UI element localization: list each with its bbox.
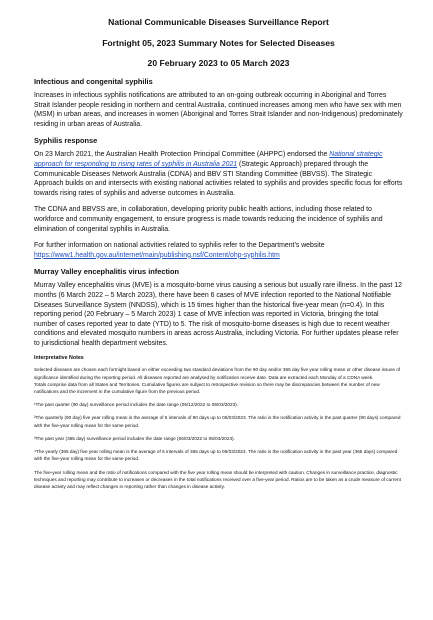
- note-rolling-mean-caution: The five-year rolling mean and the ratio of notifications compared with the five year rolling mean should be interpreted with caution. Changes in surveillance practice, diagnostic techniques and reporting may contribute to increases or decreases in the total notifications received over a five-year period. Ratios are to be taken as a crude measure of current disease activity and may reflect changes in reporting rather than changes in disease activity.: [34, 469, 401, 489]
- report-subtitle: Fortnight 05, 2023 Summary Notes for Selected Diseases: [102, 38, 335, 48]
- heading-congenital-syphilis: Infectious and congenital syphilis: [34, 77, 153, 86]
- note-past-quarter: ¹The past quarter (90 day) surveillance period includes the date range (05/12/2022 to 05/03/2023).: [34, 402, 239, 408]
- note-quarterly-mean: ²The quarterly (90 day) five year rolling mean is the average of 5 intervals of 90 days up to 05/03/2023. The ratio is the notification activity in the past quarter (90 days) compared with the five-year rolling mean for the same period.: [34, 415, 401, 428]
- para-congenital-syphilis: Increases in infectious syphilis notifications are attributed to an on-going outbreak occurring in Aboriginal and Torres Strait Islander people residing in northern and central Australia, continued increases among men who have sex with men (MSM) in urban areas, and increases in women (Aboriginal and Torres Strait Islander and non-Indigenous) predominately residing in urban areas of Australia.: [34, 92, 403, 128]
- note-totals: Totals comprise data from all States and Territories. Cumulative figures are subject to retrospective revision so there may be discrepancies between the number of new notifications and the increment in the cumulative figure from the previous period.: [34, 381, 380, 395]
- report-title: National Communicable Diseases Surveillance Report: [108, 17, 329, 27]
- heading-syphilis-response: Syphilis response: [34, 136, 98, 146]
- para-syphilis-response-1: [34, 150, 403, 198]
- strategic-approach-link[interactable]: National strategic approach for responding to rising rates of syphilis in Australia 2021: [34, 151, 383, 168]
- para-text-before-link: On 23 March 2021, the Australian Health Protection Principal Committee (AHPPC) endorsed the: [34, 151, 330, 159]
- note-selection: Selected diseases are chosen each fortnight based on either exceeding two standard deviations from the 90 day and/or 365 day five year rolling mean or other disease issues of significance identified during the reporting period. All diseases reported are analysed by notification receive date. Data are extracted each Monday of a CDNA week.: [34, 367, 401, 380]
- para-text-after-link: (Strategic Approach) prepared through the Communicable Diseases Network Australia (CDNA) and BBV STI Standing Committee (BBVSS). The Strategic Approach builds on and intersects with existing national activities related to syphilis and provides specific focus for efforts towards rising rates of syphilis and adverse outcomes in Australia.: [34, 160, 403, 197]
- department-website-link[interactable]: https://www1.health.gov.au/internet/main/publishing.nsf/Content/ohp-syphilis.htm: [34, 251, 280, 259]
- para-mve: Murray Valley encephalitis virus (MVE) is a mosquito-borne virus causing a serious but usually rare illness. In the past 12 months (6 March 2022 – 5 March 2023), there have been 6 cases of MVE infection reported to the National Notifiable Diseases Surveillance System (NNDSS), which is 15 times higher than the historical five-year mean (n=0.4). In this reporting period (20 February – 5 March 2023) 1 case of MVE infection was reported in Victoria, bringing the total number of cases reported year to date (YTD) to 5. The risk of mosquito-borne diseases is high due to recent weather conditions and elevated mosquito numbers in areas across Australia, including Victoria. For further updates please refer to jurisdictional health department websites.: [34, 282, 402, 347]
- interpretative-notes-title: Interpretative Notes: [34, 355, 84, 362]
- note-yearly-mean: ⁴The yearly (365 day) five year rolling mean is the average of 5 intervals of 365 days up to 05/03/2023. The ratio is the notification activity in the past year (365 days) compared with the five-year rolling mean for the same period.: [34, 449, 398, 462]
- para-syphilis-response-2: The CDNA and BBVSS are, in collaboration, developing priority public health actions, including those related to workforce and community engagement, to ensure progress is made towards reducing the incidence of syphilis and elimination of congenital syphilis in Australia.: [34, 206, 383, 233]
- para-syphilis-response-3: [34, 241, 403, 260]
- para-further-info-text: For further information on national activities related to syphilis refer to the Department’s website: [34, 242, 325, 250]
- heading-mve: Murray Valley encephalitis virus infection: [34, 267, 179, 277]
- report-date-range: 20 February 2023 to 05 March 2023: [147, 58, 290, 68]
- note-past-year: ³The past year (365 day) surveillance period includes the date range (06/03/2022 to 05/03/2023).: [34, 435, 235, 441]
